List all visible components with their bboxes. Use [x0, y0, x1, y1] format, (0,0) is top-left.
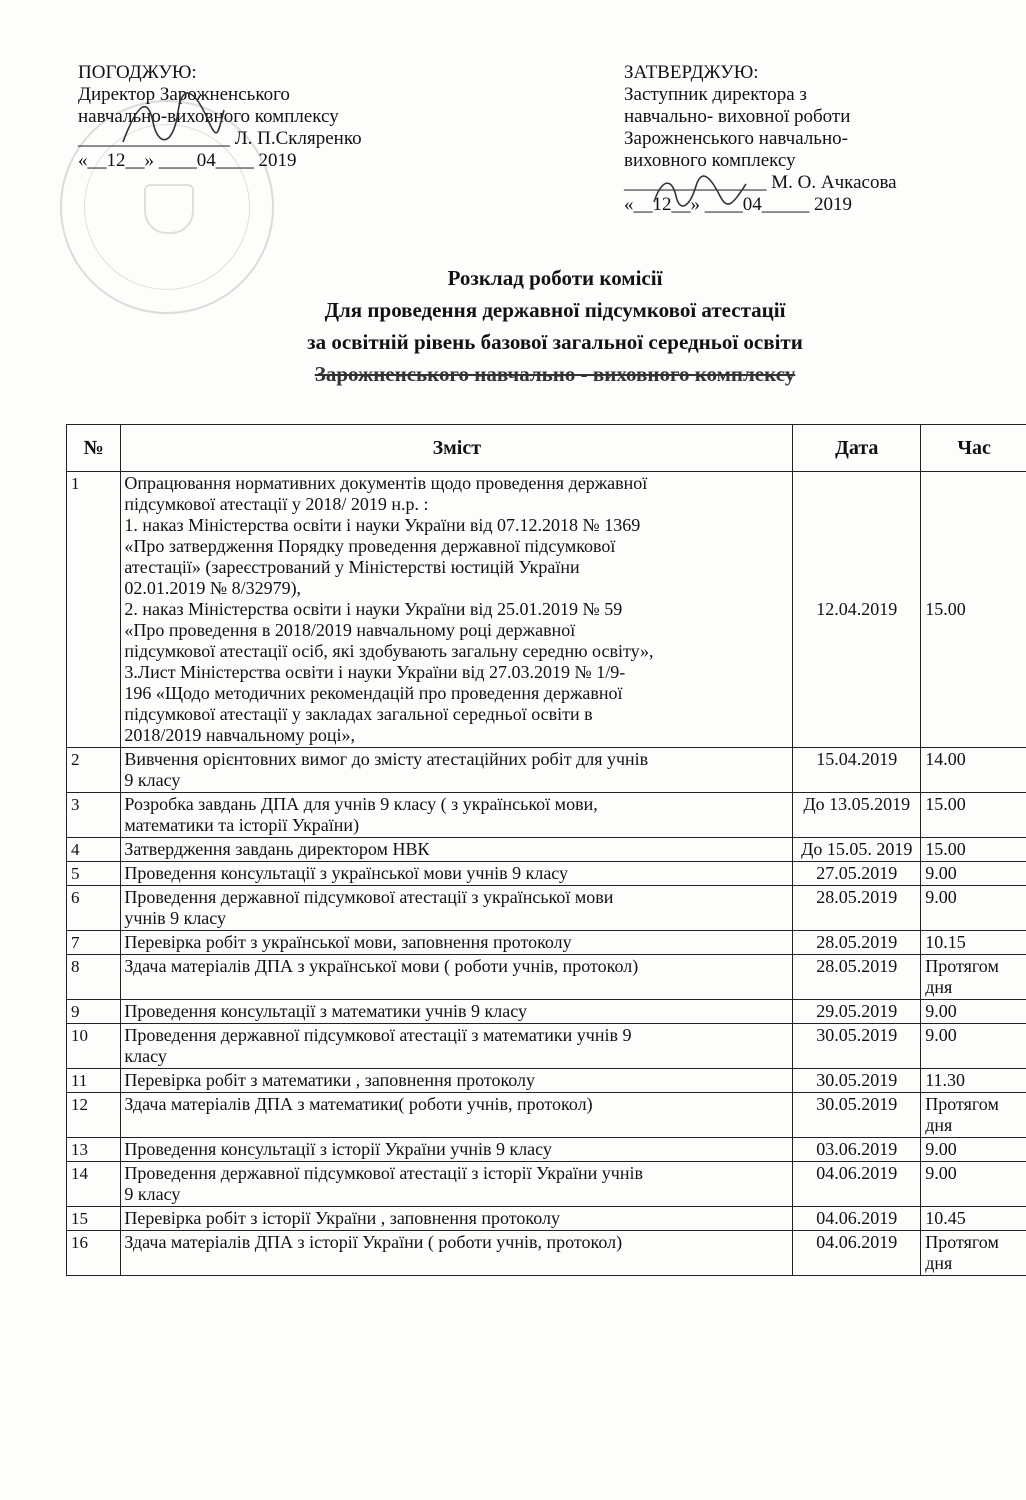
row-content-line: Здача матеріалів ДПА з української мови ( роботи учнів, протокол)	[124, 956, 639, 976]
row-content	[121, 1207, 793, 1231]
row-time: 10.15	[921, 931, 1026, 955]
row-content	[121, 1162, 793, 1207]
row-content-line: Проведення державної підсумкової атестації з історії України учнів	[124, 1163, 643, 1183]
row-time: 9.00	[921, 1000, 1026, 1024]
row-content-line: підсумкової атестації у закладах загальної середньої освіти в	[124, 704, 593, 724]
row-content	[121, 862, 793, 886]
row-content-line: 2. наказ Міністерства освіти і науки України від 25.01.2019 № 59	[124, 599, 623, 619]
row-number: 14	[67, 1162, 121, 1207]
approval-left-signature-line: ________________ Л. П.Скляренко	[78, 128, 362, 149]
row-content-line: Опрацювання нормативних документів щодо проведення державної	[124, 473, 648, 493]
row-content-line: 2018/2019 навчальному році»,	[124, 725, 356, 745]
row-date: 12.04.2019	[793, 472, 921, 748]
row-number: 8	[67, 955, 121, 1000]
approval-right-position: Заступник директора з	[624, 84, 807, 105]
row-time: 15.00	[921, 793, 1026, 838]
row-content-line: Проведення консультації з української мови учнів 9 класу	[124, 863, 569, 883]
row-date: 04.06.2019	[793, 1231, 921, 1276]
row-number: 11	[67, 1069, 121, 1093]
row-content-line: Затвердження завдань директором НВК	[124, 839, 430, 859]
header-time: Час	[921, 425, 1026, 472]
table-row	[67, 931, 1026, 955]
row-content-line: Проведення державної підсумкової атестації з української мови	[124, 887, 614, 907]
row-content-line: Здача матеріалів ДПА з математики( роботи учнів, протокол)	[124, 1094, 593, 1114]
table-row	[67, 1000, 1026, 1024]
table-row	[67, 472, 1026, 748]
row-date: 29.05.2019	[793, 1000, 921, 1024]
row-content	[121, 955, 793, 1000]
row-content-line: класу	[124, 1046, 167, 1066]
table-row	[67, 955, 1026, 1000]
row-content-line: Проведення державної підсумкової атестації з математики учнів 9	[124, 1025, 632, 1045]
header-content: Зміст	[121, 425, 793, 472]
row-content-line: підсумкової атестації у 2018/ 2019 н.р. :	[124, 494, 429, 514]
row-time: Протягом дня	[921, 955, 1026, 1000]
row-number: 9	[67, 1000, 121, 1024]
row-content	[121, 1000, 793, 1024]
row-content-line: Розробка завдань ДПА для учнів 9 класу ( з української мови,	[124, 794, 598, 814]
approval-right-block	[624, 62, 954, 216]
table-row	[67, 1069, 1026, 1093]
title-line-2: Для проведення державної підсумкової атестації	[324, 298, 786, 322]
row-number: 5	[67, 862, 121, 886]
row-content-line: 9 класу	[124, 1184, 181, 1204]
approval-right-institution: Зарожненського навчально-	[624, 128, 848, 149]
table-row	[67, 862, 1026, 886]
approval-left-date: «__12__» ____04____ 2019	[78, 150, 297, 171]
row-time: 9.00	[921, 862, 1026, 886]
row-content	[121, 931, 793, 955]
table-row	[67, 1138, 1026, 1162]
header-num: №	[67, 425, 121, 472]
approval-right-institution-2: виховного комплексу	[624, 150, 796, 171]
row-content-line: 1. наказ Міністерства освіти і науки України від 07.12.2018 № 1369	[124, 515, 641, 535]
table-row	[67, 838, 1026, 862]
table-row	[67, 1162, 1026, 1207]
table-row	[67, 1231, 1026, 1276]
table-row	[67, 1024, 1026, 1069]
approval-left-position: Директор Зарожненського	[78, 84, 290, 105]
row-time: 15.00	[921, 838, 1026, 862]
row-time: 10.45	[921, 1207, 1026, 1231]
row-date: 27.05.2019	[793, 862, 921, 886]
row-content	[121, 1231, 793, 1276]
row-time: 14.00	[921, 748, 1026, 793]
row-content-line: Проведення консультації з історії України учнів 9 класу	[124, 1139, 552, 1159]
approval-right-date: «__12__» ____04_____ 2019	[624, 194, 852, 215]
table-row	[67, 886, 1026, 931]
approval-left-institution: навчально-виховного комплексу	[78, 106, 339, 127]
row-content	[121, 1024, 793, 1069]
row-content-line: підсумкової атестації осіб, які здобувають загальну середню освіту»,	[124, 641, 654, 661]
row-content	[121, 1093, 793, 1138]
row-number: 2	[67, 748, 121, 793]
row-date: До 15.05. 2019	[793, 838, 921, 862]
row-content-line: математики та історії України)	[124, 815, 360, 835]
row-date: 28.05.2019	[793, 931, 921, 955]
row-number: 13	[67, 1138, 121, 1162]
row-number: 3	[67, 793, 121, 838]
title-line-4: Зарожненського навчально - виховного комплексу	[314, 362, 796, 386]
row-content-line: Перевірка робіт з української мови, заповнення протоколу	[124, 932, 572, 952]
row-date: 30.05.2019	[793, 1069, 921, 1093]
document-title	[0, 262, 1026, 390]
header-date: Дата	[793, 425, 921, 472]
row-number: 15	[67, 1207, 121, 1231]
row-content	[121, 1069, 793, 1093]
approval-right-position-2: навчально- виховної роботи	[624, 106, 851, 127]
row-content-line: Проведення консультації з математики учнів 9 класу	[124, 1001, 527, 1021]
title-line-1: Розклад роботи комісії	[447, 266, 663, 290]
row-number: 16	[67, 1231, 121, 1276]
row-content-line: 02.01.2019 № 8/32979),	[124, 578, 302, 598]
row-time: 11.30	[921, 1069, 1026, 1093]
row-date: 04.06.2019	[793, 1207, 921, 1231]
row-content-line: Перевірка робіт з математики , заповнення протоколу	[124, 1070, 536, 1090]
table-header-row	[67, 425, 1026, 472]
row-content-line: Вивчення орієнтовних вимог до змісту атестаційних робіт для учнів	[124, 749, 649, 769]
table-row	[67, 1207, 1026, 1231]
row-number: 10	[67, 1024, 121, 1069]
row-content-line: «Про затвердження Порядку проведення державної підсумкової	[124, 536, 616, 556]
row-number: 4	[67, 838, 121, 862]
row-date: 30.05.2019	[793, 1093, 921, 1138]
row-content-line: атестації» (зареєстрований у Міністерстві юстицій України	[124, 557, 580, 577]
approval-left-block	[78, 62, 408, 172]
table-row	[67, 793, 1026, 838]
row-date: 28.05.2019	[793, 886, 921, 931]
approval-right-heading: ЗАТВЕРДЖУЮ:	[624, 62, 759, 83]
row-date: 30.05.2019	[793, 1024, 921, 1069]
row-time: 9.00	[921, 1138, 1026, 1162]
row-content	[121, 748, 793, 793]
row-time: 9.00	[921, 886, 1026, 931]
row-time: 9.00	[921, 1024, 1026, 1069]
table-body	[67, 472, 1026, 1276]
row-date: До 13.05.2019	[793, 793, 921, 838]
row-content	[121, 472, 793, 748]
row-content-line: Здача матеріалів ДПА з історії України ( роботи учнів, протокол)	[124, 1232, 623, 1252]
row-content	[121, 886, 793, 931]
row-number: 12	[67, 1093, 121, 1138]
row-date: 03.06.2019	[793, 1138, 921, 1162]
row-number: 7	[67, 931, 121, 955]
approval-left-heading: ПОГОДЖУЮ:	[78, 62, 197, 83]
title-line-3: за освітній рівень базової загальної середньої освіти	[307, 330, 803, 354]
row-number: 1	[67, 472, 121, 748]
row-content	[121, 793, 793, 838]
row-content-line: «Про проведення в 2018/2019 навчальному році державної	[124, 620, 576, 640]
row-number: 6	[67, 886, 121, 931]
row-content-line: Перевірка робіт з історії України , заповнення протоколу	[124, 1208, 561, 1228]
schedule-table	[66, 424, 1026, 1276]
row-content-line: учнів 9 класу	[124, 908, 227, 928]
row-time: 9.00	[921, 1162, 1026, 1207]
row-date: 15.04.2019	[793, 748, 921, 793]
table-row	[67, 1093, 1026, 1138]
row-time: Протягом дня	[921, 1093, 1026, 1138]
row-content-line: 196 «Щодо методичних рекомендацій про проведення державної	[124, 683, 623, 703]
row-content-line: 3.Лист Міністерства освіти і науки України від 27.03.2019 № 1/9-	[124, 662, 626, 682]
row-date: 28.05.2019	[793, 955, 921, 1000]
row-content-line: 9 класу	[124, 770, 181, 790]
row-date: 04.06.2019	[793, 1162, 921, 1207]
row-time: Протягом дня	[921, 1231, 1026, 1276]
approval-right-signature-line: _______________ М. О. Ачкасова	[624, 172, 897, 193]
row-content	[121, 838, 793, 862]
row-time: 15.00	[921, 472, 1026, 748]
table-row	[67, 748, 1026, 793]
row-content	[121, 1138, 793, 1162]
